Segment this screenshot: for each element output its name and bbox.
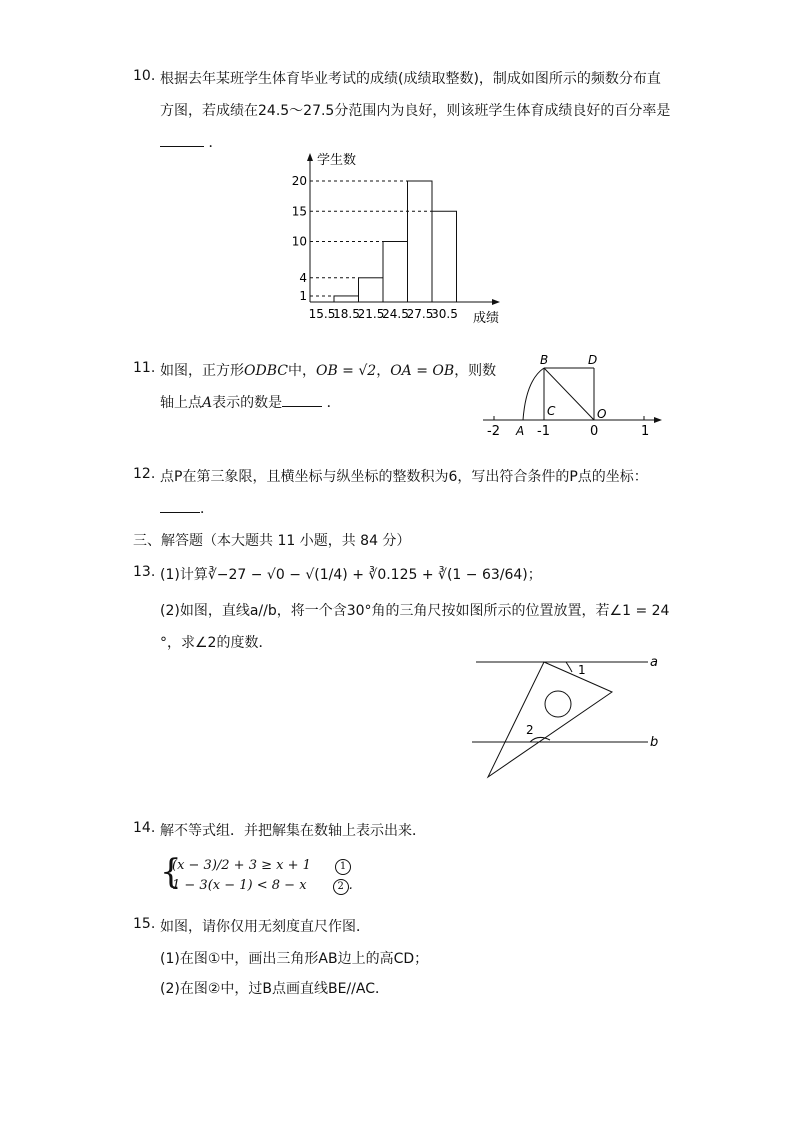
label-d: D bbox=[588, 353, 598, 367]
q11-text-a: 如图，正方形 bbox=[160, 363, 244, 379]
ruler-hole bbox=[545, 691, 571, 717]
q11-square-name: ODBC bbox=[244, 363, 288, 379]
arc-ba bbox=[523, 368, 544, 420]
q13-number: 13. bbox=[133, 564, 156, 580]
answer-blank bbox=[160, 134, 204, 147]
q12-answer-line bbox=[160, 498, 214, 518]
number-line-figure bbox=[478, 352, 668, 442]
q11-text-b: 中， bbox=[287, 363, 316, 379]
angle-1-arc bbox=[566, 662, 572, 672]
y-axis-arrow bbox=[307, 153, 313, 161]
system-brace: { bbox=[160, 852, 182, 892]
label-b: B bbox=[540, 353, 549, 367]
x-tick-label-18.5: 18.5 bbox=[333, 307, 360, 321]
inequality-1 bbox=[172, 858, 351, 875]
q14-line: 解不等式组．并把解集在数轴上表示出来． bbox=[160, 823, 426, 839]
q11-line1 bbox=[160, 360, 496, 380]
label-angle-1: 1 bbox=[578, 663, 586, 677]
bar-24.5-27.5 bbox=[408, 181, 433, 302]
q15-number: 15. bbox=[133, 916, 156, 932]
section-title: 三、解答题（本大题共 11 小题，共 84 分） bbox=[133, 533, 411, 549]
q13-part2-line2: °，求∠2的度数． bbox=[160, 635, 273, 651]
label-o: O bbox=[597, 407, 607, 421]
q11-number: 11. bbox=[133, 360, 156, 376]
q11-end: ． bbox=[326, 395, 341, 411]
q11-text-c: ，则数 bbox=[454, 363, 497, 379]
q15-part1: (1)在图①中，画出三角形AB边上的高CD； bbox=[160, 951, 429, 967]
tick-label-1: 1 bbox=[641, 424, 650, 439]
q11-point-a: A bbox=[202, 395, 213, 411]
q10-answer-line bbox=[160, 132, 222, 152]
label-line-b: b bbox=[650, 735, 659, 750]
y-tick-label-1: 1 bbox=[299, 288, 307, 303]
q15-part2: (2)在图②中，过B点画直线BE//AC． bbox=[160, 981, 389, 997]
label-line-a: a bbox=[650, 655, 658, 670]
q11-eq2: OA = OB bbox=[390, 363, 455, 379]
inequality-2 bbox=[172, 878, 353, 895]
y-tick-label-20: 20 bbox=[291, 174, 307, 188]
number-line-arrow bbox=[654, 417, 662, 423]
q12-end: ． bbox=[200, 501, 214, 517]
x-tick-label-15.5: 15.5 bbox=[308, 307, 336, 321]
marker-1: 1 bbox=[335, 859, 351, 875]
bar-27.5-30.5 bbox=[432, 211, 457, 302]
marker-2: 2 bbox=[333, 879, 349, 895]
q11-sep: ， bbox=[376, 363, 391, 379]
q14-number: 14. bbox=[133, 820, 156, 836]
label-c: C bbox=[547, 404, 556, 418]
answer-blank bbox=[160, 500, 200, 513]
x-tick-label-24.5: 24.5 bbox=[382, 307, 409, 321]
x-tick-label-21.5: 21.5 bbox=[357, 307, 385, 321]
bar-21.5-24.5 bbox=[383, 242, 408, 303]
answer-blank bbox=[282, 394, 322, 407]
label-a: A bbox=[516, 424, 525, 438]
y-tick-label-15: 15 bbox=[291, 204, 307, 219]
y-tick-label-10: 10 bbox=[291, 234, 307, 249]
q12-line1: 点P在第三象限，且横坐标与纵坐标的整数积为6，写出符合条件的P点的坐标： bbox=[160, 469, 648, 485]
inequality-2-text: 1 − 3(x − 1) < 8 − x bbox=[172, 878, 307, 893]
q10-end: ． bbox=[208, 135, 223, 151]
y-tick-label-4: 4 bbox=[299, 270, 307, 285]
q13-part2-line1: (2)如图，直线a//b，将一个含30°角的三角尺按如图所示的位置放置，若∠1 = 24 bbox=[160, 603, 670, 619]
bar-15.5-18.5 bbox=[334, 296, 359, 302]
q11-text-e: 表示的数是 bbox=[212, 395, 283, 411]
triangle-ruler-figure bbox=[468, 648, 668, 783]
q11-eq1: OB = √2 bbox=[315, 363, 377, 379]
x-tick-label-30.5: 30.5 bbox=[431, 307, 458, 321]
tick-label-m2: -2 bbox=[487, 424, 500, 439]
y-axis-label: 学生数 bbox=[317, 153, 357, 168]
triangle-ruler bbox=[488, 662, 612, 777]
x-tick-label-27.5: 27.5 bbox=[406, 307, 434, 321]
q14-end: . bbox=[348, 878, 353, 893]
x-axis-arrow bbox=[492, 299, 500, 305]
q10-line2: 方图，若成绩在24.5～27.5分范围内为良好，则该班学生体育成绩良好的百分率是 bbox=[160, 103, 671, 119]
x-axis-label: 成绩 bbox=[473, 311, 500, 326]
tick-label-0: 0 bbox=[590, 424, 599, 439]
q10-line1: 根据去年某班学生体育毕业考试的成绩(成绩取整数)，制成如图所示的频数分布直 bbox=[160, 71, 661, 87]
q11-text-d: 轴上点 bbox=[160, 395, 202, 411]
tick-label-m1: -1 bbox=[537, 424, 550, 439]
q11-line2 bbox=[160, 392, 341, 412]
q10-number: 10. bbox=[133, 68, 156, 84]
inequality-1-text: (x − 3)/2 + 3 ≥ x + 1 bbox=[172, 858, 311, 873]
q12-number: 12. bbox=[133, 466, 156, 482]
histogram-chart bbox=[290, 150, 520, 330]
q15-line: 如图，请你仅用无刻度直尺作图． bbox=[160, 919, 370, 935]
bar-18.5-21.5 bbox=[359, 278, 384, 302]
label-angle-2: 2 bbox=[526, 723, 534, 737]
q13-part1: (1)计算∛−27 − √0 − √(1/4) + ∛0.125 + ∛(1 − 63/64)； bbox=[160, 567, 542, 583]
